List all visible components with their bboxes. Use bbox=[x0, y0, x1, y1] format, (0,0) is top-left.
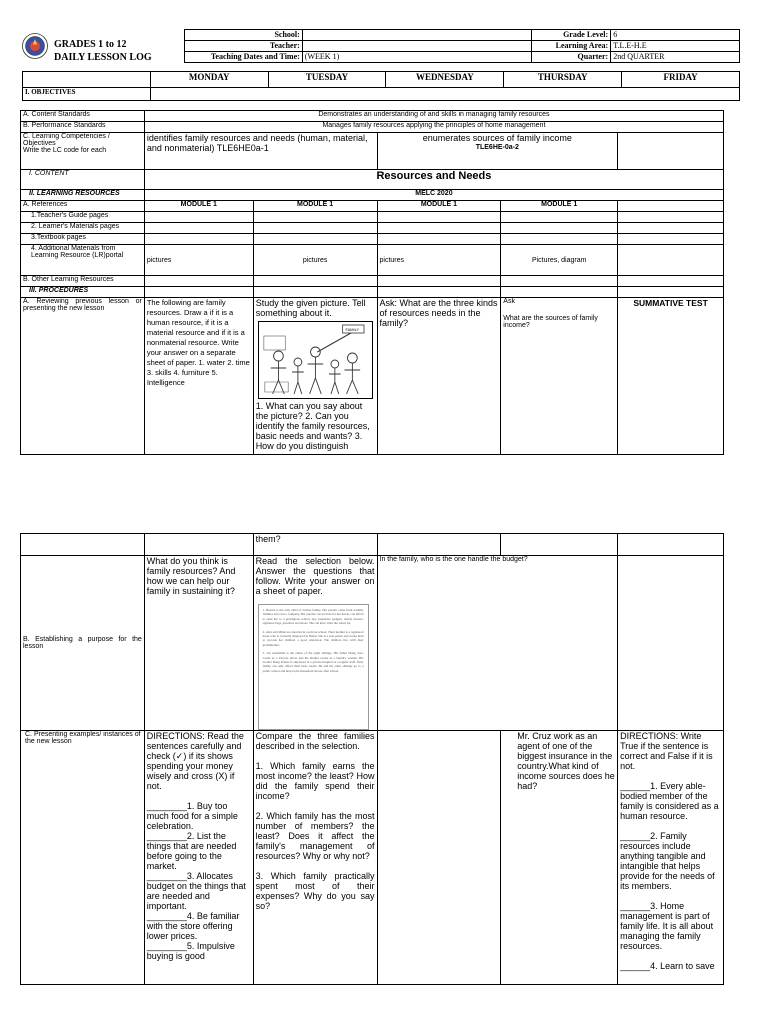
presenting-mon: DIRECTIONS: Read the sentences carefully and check (✓) if its shows spending your money wisely and cross (X) if not. ________1. Buy too much food for a simple celebration. ________2. List the things that are needed before going to the market. ________3. Allocates budget on the things that are needed and important. ________4. Be familiar with the store offering lower prices. ________5. Impulsive buying is good bbox=[144, 731, 253, 985]
family-illustration-icon bbox=[259, 322, 372, 398]
title-line-2: DAILY LESSON LOG bbox=[54, 52, 152, 63]
title-line-1: GRADES 1 to 12 bbox=[54, 39, 127, 50]
dates-value: (WEEK 1) bbox=[302, 52, 532, 63]
competency-wed-thu-text: enumerates sources of family income bbox=[422, 133, 572, 143]
reviewing-tue bbox=[253, 298, 377, 455]
textbook-label: 3.Textbook pages bbox=[21, 234, 145, 245]
header-info-table bbox=[184, 29, 740, 63]
family-picture-sign: FAMILY bbox=[345, 326, 359, 333]
lesson-table-page1 bbox=[20, 110, 724, 455]
school-value bbox=[302, 30, 532, 41]
additional-materials-label: 4. Additional Materials from Learning Resource (LR)portal bbox=[21, 245, 145, 276]
reviewing-thu-question: What are the sources of family income? bbox=[503, 315, 598, 329]
competency-code: TLE6HE-0a-2 bbox=[475, 144, 519, 151]
learners-materials-label: 2. Learner's Materials pages bbox=[21, 223, 145, 234]
other-resources-label: B. Other Learning Resources bbox=[21, 276, 145, 287]
references-label: A. References bbox=[21, 201, 145, 212]
content-standards-label: A. Content Standards bbox=[21, 111, 145, 122]
presenting-tue: Compare the three families described in the selection. 1. Which family earns the most income? the least? How did the family spend their income? 2. Which family has the most number of members? the least? Does it affect the family's management of resources? Why or why not? 3. Which family practically spent most of their expenses? Why do you say so? bbox=[253, 731, 377, 985]
competency-wed-thu bbox=[377, 133, 618, 170]
teacher-label: Teacher: bbox=[185, 41, 303, 52]
reviewing-mon: The following are family resources. Draw a if it is a human resource, if it is a material resource and if it is a nonmaterial resource. Write your answer on a separate sheet of paper. 1. water 2. time 3. skills 4. furniture 5. Intelligence bbox=[144, 298, 253, 455]
reviewing-thu-ask: Ask bbox=[503, 298, 515, 305]
teacher-value bbox=[302, 41, 532, 52]
day-tuesday: TUESDAY bbox=[268, 72, 386, 88]
content-standards-value: Demonstrates an understanding of and skills in managing family resources bbox=[144, 111, 723, 122]
establishing-tue-text: Read the selection below. Answer the questions that follow. Write your answer on a sheet of paper. bbox=[255, 556, 375, 596]
dates-label: Teaching Dates and Time: bbox=[185, 52, 303, 63]
performance-standards-label: B. Performance Standards bbox=[21, 122, 145, 133]
quarter-value: 2nd QUARTER bbox=[611, 52, 740, 63]
day-monday: MONDAY bbox=[150, 72, 268, 88]
form-title bbox=[54, 38, 152, 64]
pictures-wed: pictures bbox=[377, 245, 501, 276]
presenting-label: C. Presenting examples/ instances of the new lesson bbox=[21, 731, 145, 985]
establishing-tue bbox=[253, 556, 377, 731]
reading-selection-image bbox=[258, 604, 369, 730]
quarter-label: Quarter: bbox=[532, 52, 611, 63]
continued-them: them? bbox=[255, 534, 281, 544]
reviewing-tue-intro: Study the given picture. Tell something about it. bbox=[255, 298, 366, 318]
day-friday: FRIDAY bbox=[622, 72, 740, 88]
competency-fri bbox=[618, 133, 724, 170]
teachers-guide-label: 1.Teacher's Guide pages bbox=[21, 212, 145, 223]
days-table bbox=[22, 71, 740, 101]
family-picture bbox=[258, 321, 373, 399]
day-thursday: THURSDAY bbox=[504, 72, 622, 88]
grade-label: Grade Level: bbox=[532, 30, 611, 41]
module-wed: MODULE 1 bbox=[377, 201, 501, 212]
continued-text bbox=[253, 534, 377, 556]
deped-seal-icon bbox=[22, 33, 48, 59]
objectives-label: I. OBJECTIVES bbox=[23, 88, 151, 101]
establishing-mon: What do you think is family resources? And how we can help our family in sustaining it? bbox=[144, 556, 253, 731]
reviewing-label: A. Reviewing previous lesson or presenting the new lesson bbox=[21, 298, 145, 455]
reviewing-tue-questions: 1. What can you say about the picture? 2. Can you identify the family resources, basic needs and wants? 3. How do you distinguish bbox=[255, 401, 370, 451]
presenting-thu: Mr. Cruz work as an agent of one of the biggest insurance in the country.What kind of income sources does he had? bbox=[501, 731, 618, 985]
performance-standards-value: Manages family resources applying the principles of home management bbox=[144, 122, 723, 133]
competencies-label: C. Learning Competencies / Objectives Write the LC code for each bbox=[21, 133, 145, 170]
module-thu: MODULE 1 bbox=[501, 201, 618, 212]
reading-paragraph-2: 2. Alex and Milan are enrolled in a private school. Their mother is a registered nurse who is currently employed in Dubai. She is a sole parent and works hard to provide her children a good education. The children live with their grandmother. bbox=[262, 629, 364, 647]
reviewing-wed: Ask: What are the three kinds of resources needs in the family? bbox=[377, 298, 501, 455]
reading-paragraph-1: 1. Beatriz is the only child of Jacinto family. Her parents came from wealthy families and own a company. Her parents can provide for her needs, can afford to send her to a prestigious school, buy expensive gadgets, trendy dresses, signature bags, jewelries and shoes. She can have what she wants for. bbox=[262, 608, 364, 626]
module-tue: MODULE 1 bbox=[253, 201, 377, 212]
reviewing-thu bbox=[501, 298, 618, 455]
establishing-label: B. Establishing a purpose for the lesson bbox=[21, 556, 145, 731]
pictures-tue: pictures bbox=[253, 245, 377, 276]
content-label: I. CONTENT bbox=[21, 170, 145, 190]
module-mon: MODULE 1 bbox=[144, 201, 253, 212]
learning-area-label: Learning Area: bbox=[532, 41, 611, 52]
module-fri bbox=[618, 201, 724, 212]
presenting-wed bbox=[377, 731, 501, 985]
days-corner bbox=[23, 72, 151, 88]
reviewing-fri: SUMMATIVE TEST bbox=[618, 298, 724, 455]
grade-value: 6 bbox=[611, 30, 740, 41]
establishing-wed: In the family, who is the one handle the budget? bbox=[377, 556, 618, 731]
learning-resources-value: MELC 2020 bbox=[144, 190, 723, 201]
school-label: School: bbox=[185, 30, 303, 41]
learning-area-value: T.L.E-H.E bbox=[611, 41, 740, 52]
learning-resources-label: II. LEARNING RESOURCES bbox=[21, 190, 145, 201]
competency-mon-tue: identifies family resources and needs (human, material, and nonmaterial) TLE6HE0a-1 bbox=[144, 133, 377, 170]
content-value: Resources and Needs bbox=[144, 170, 723, 190]
procedures-label: III. PROCEDURES bbox=[21, 287, 145, 298]
day-wednesday: WEDNESDAY bbox=[386, 72, 504, 88]
pictures-mon: pictures bbox=[144, 245, 253, 276]
presenting-fri: DIRECTIONS: Write True if the sentence is correct and False if it is not. ______1. Every able-bodied member of the family is considered as a human resource. ______2. Family resources include anything tangible and intangible that helps provide for the needs of its members. ______3. Home management is part of family life. It is all about managing the family resources. ______4. Learn to save bbox=[618, 731, 724, 985]
reading-paragraph-3: 3. Joe Armamini is the eldest of the eight siblings. His father Mang Jose, works as a tricycle driver and his mother works as a laundry woman. His brother Bong Penalo is employed in a private hospital as a regular staff. Their family can only afford their basic needs. He and his other siblings go to a public school and help in the household chores after school. bbox=[262, 651, 364, 673]
pictures-thu: Pictures, diagram bbox=[501, 245, 618, 276]
lesson-table-page2 bbox=[20, 533, 724, 985]
objectives-value bbox=[150, 88, 739, 101]
